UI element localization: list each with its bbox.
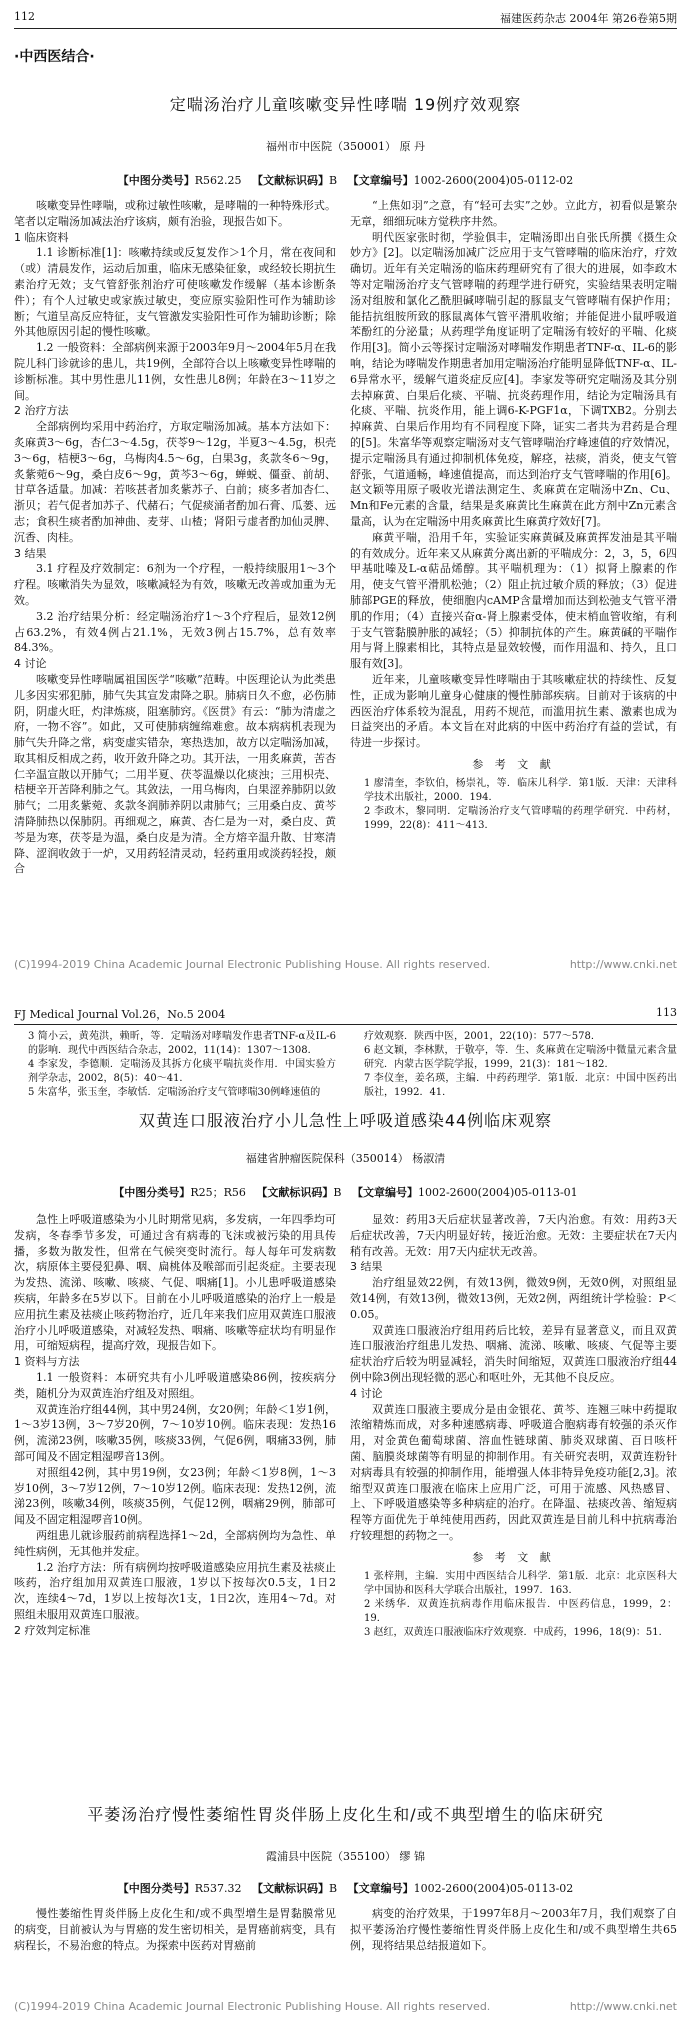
references-heading: 参 考 文 献	[472, 757, 555, 771]
body-paragraph: 慢性萎缩性胃炎伴肠上皮化生和/或不典型增生是胃黏膜常见的病变，目前被认为与胃癌的发生密切相关，是胃癌前病变，具有病程长，不易治愈的特点。为探索中医药对胃癌前	[14, 1907, 336, 1952]
body-paragraph: 麻黄平喘，沿用千年，实验证实麻黄碱及麻黄挥发油是其平喘的有效成分。近年来又从麻黄分离出新的平喘成分：2，3，5，6四甲基吡嗪及L-α萜品烯醇。其平喘机理为：（1）拟肾上腺素的作用，使支气管平滑肌松弛；（2）阻止抗过敏介质的释放；（3）促进肺部PGE的释放，使细胞内cAMP含量增加而达到松弛支气管平滑肌的作用；（4）直接兴奋α-肾上腺素受体，使末梢血管收缩，有利于支气管黏膜肿胀的减轻；（5）抑制抗体的产生。麻黄碱的平喘作用与肾上腺素相比，其特点是显效较慢，而作用温和、持久，且口服有效[3]。	[350, 530, 677, 671]
section-heading: 4 讨论	[350, 1386, 383, 1400]
reference-item: 3 简小云，黄苑洪，赖昕，等．定喘汤对哮喘发作患者TNF-α及IL-6的影响．现代中西医结合杂志，2002，11(14)：1307～1308．	[28, 1031, 336, 1056]
article3-right-column	[350, 1906, 677, 1990]
body-paragraph: 双黄连口服液治疗组用药后比较，差异有显著意义，而且双黄连口服液治疗组患儿发热、咽痛、流涕、咳嗽、咳痰、气促等主要症状治疗后较为明显减轻，消失时间缩短，双黄连口服液治疗组44例中除3例出现轻微的恶心和呕吐外，无其他不良反应。	[350, 1323, 677, 1384]
article3-meta	[0, 1880, 691, 1896]
body-paragraph: 1.1 诊断标准[1]：咳嗽持续或反复发作＞1个月，常在夜间和（或）清晨发作，运动后加重，临床无感染征象，或经较长期抗生素治疗无效；支气管舒张剂治疗可使咳嗽发作缓解（基本诊断条件）；有个人过敏史或家族过敏史，变应原实验阳性可作为辅助诊断；气道呈高反应特征，支气管激发实验阳性可作为辅助诊断；除外其他原因引起的慢性咳嗽。	[14, 246, 336, 339]
journal-page-113	[0, 990, 691, 2022]
body-paragraph: 咳嗽变异性哮喘属祖国医学“咳嗽”范畴。中医理论认为此类患儿多因实邪犯肺，肺气失其宣发肃降之职。肺病日久不愈，必伤肺阴，阴虚火旺，灼津炼痰，阻塞肺窍。《医贯》有云：“肺为清虚之府，一物不容”。如此，又可使肺病缠绵难愈。故本病病机表现为肺气失升降之常，病变虚实错杂，寒热迭加，故方以定喘汤加减，取其相反相成之药，收开敛升降之功。其开法，一用炙麻黄，苦杏仁辛温宣散以开肺气；二用半夏、茯苓温燥以化痰浊；三用枳壳、桔梗辛开苦降利肺之气。其敛法，一用乌梅肉，白果涩养肺阴以敛肺气；二用炙紫菀、炙款冬润肺养阴以肃肺气；三用桑白皮、黄芩清降肺热以保肺阴。再细观之，麻黄、杏仁是为一对，桑白皮、黄芩是为寒，茯苓是为温，桑白皮是为清。全方熔辛温升散、甘寒清降、涩润收敛于一炉，又用药轻清灵动，轻药重用或淡药轻投，颇合	[14, 672, 336, 876]
journal-issue: FJ Medical Journal Vol.26，No.5 2004	[14, 1008, 226, 1021]
doc-label: 【文献标识码】	[251, 1882, 329, 1895]
section-heading: 3 结果	[14, 546, 47, 560]
cls-value: R537.32	[194, 1882, 242, 1895]
section-heading: 2 治疗方法	[14, 404, 69, 418]
doc-value: B	[328, 174, 338, 187]
body-paragraph: 3.2 治疗结果分析：经定喘汤治疗1～3个疗程后，显效12例占63.2%，有效4例占21.1%，无效3例占15.7%，总有效率84.3%。	[14, 609, 336, 655]
doc-label: 【文献标识码】	[256, 1186, 334, 1199]
reference-item: 4 李家发，李德顺．定喘汤及其拆方化痰平喘抗炎作用．中国实验方剂学杂志，2002，8(5)：40～41．	[28, 1059, 336, 1084]
doc-value: B	[328, 1882, 338, 1895]
body-paragraph: 双黄连治疗组44例，其中男24例，女20例；年龄＜1岁1例，1～3岁13例，3～7岁20例，7～10岁10例。临床表现：发热16例，流涕23例，咳嗽35例，咳痰33例，气促6例，咽痛33例，肺部可闻及不固定粗湿啰音13例。	[14, 1402, 336, 1463]
reference-item: 5 朱富华，张玉奎，李敏恬．定喘汤治疗支气管哮喘30例峰速值的	[28, 1087, 321, 1098]
body-paragraph: 双黄连口服液主要成分是由金银花、黄芩、连翘三味中药提取浓缩精炼而成，对多种速感病毒、呼吸道合胞病毒有较强的杀灭作用，对金黄色葡萄球菌、溶血性链球菌、肺炎双球菌、百日咳杆菌、脑膜炎球菌等有明显的抑制作用。有关研究表明，双黄连粉针对病毒具有较强的抑制作用，能增强人体非特异免疫功能[2,3]。浓缩型双黄连口服液在临床上应用广泛，可用于流感、风热感冒、上、下呼吸道感染等多种病症的治疗。在降温、祛痰改善、缩短病程等方面优先于单纯使用西药，因此双黄连是目前儿科中抗病毒治疗较理想的药物之一。	[350, 1402, 677, 1542]
copyright-footer	[14, 2000, 677, 2013]
body-paragraph: 显效：药用3天后症状显著改善，7天内治愈。有效：用药3天后症状改善，7天内明显好转，接近治愈。无效：主要症状在7天内稍有改善。无效：用7天内症状无改善。	[350, 1213, 677, 1258]
article2-meta	[0, 1184, 691, 1200]
references-heading: 参 考 文 献	[472, 1550, 555, 1564]
id-label: 【文章编号】	[351, 1186, 418, 1199]
body-paragraph: 近年来，儿童咳嗽变异性哮喘由于其咳嗽症状的持续性、反复性，正成为影响儿童身心健康的慢性肺部疾病。目前对于该病的中西医治疗体系较为混乱，用药不规范，而滥用抗生素、激素也成为日益突出的矛盾。本文旨在对此病的中医中药治疗有益的尝试，有待进一步探讨。	[350, 672, 677, 750]
copyright-text: (C)1994-2019 China Academic Journal Electronic Publishing House. All rights reserved.	[14, 958, 491, 971]
id-label: 【文章编号】	[347, 174, 414, 187]
section-heading: 4 讨论	[14, 657, 47, 671]
body-paragraph: 治疗组显效22例，有效13例，微效9例，无效0例，对照组显效14例，有效13例，微效13例，无效2例，两组统计学检验：P＜0.05。	[350, 1276, 677, 1321]
cls-value: R25；R56	[190, 1186, 246, 1199]
cls-value: R562.25	[194, 174, 242, 187]
body-paragraph: 1.1 一般资料：本研究共有小儿呼吸道感染86例，按疾病分类，随机分为双黄连治疗组及对照组。	[14, 1370, 336, 1400]
continued-references-right	[350, 1030, 677, 1098]
continued-references-left	[14, 1030, 336, 1098]
header-rule	[14, 1024, 677, 1025]
cnki-link[interactable]: http://www.cnki.net	[569, 958, 677, 971]
article-affiliation: 福州市中医院（350001） 原 丹	[266, 140, 425, 153]
page-number: 113	[656, 1006, 677, 1019]
section-heading: 2 疗效判定标准	[14, 1623, 91, 1637]
cls-label: 【中图分类号】	[117, 1882, 195, 1895]
id-value: 1002-2600(2004)05-0113-02	[413, 1882, 574, 1895]
section-heading: 3 结果	[350, 1260, 383, 1274]
article-title: 定喘汤治疗儿童咳嗽变异性哮喘 19例疗效观察	[169, 95, 522, 114]
id-value: 1002-2600(2004)05-0112-02	[413, 174, 574, 187]
reference-item: 1 张梓荆，主编．实用中西医结合儿科学．第1版．北京：北京医科大学中国协和医科大学联合出版社，1997．163．	[364, 1570, 677, 1596]
body-paragraph: 全部病例均采用中药治疗，方取定喘汤加减。基本方法如下：炙麻黄3～6g，杏仁3～4.5g，茯苓9～12g，半夏3～4.5g，枳壳3～6g，桔梗3～6g，乌梅肉4.5～6g，白果3g，炙款冬6～9g，炙紫菀6～9g，桑白皮6～9g，黄芩3～6g，蝉蜕、僵蚕、前胡、甘草各适量。加减：若咳甚者加炙紫苏子、白前；痰多者加杏仁、浙贝；若气促者加苏子、代赭石；气促痰涌者酌加石膏、瓜蒌、远志；食积生痰者酌加神曲、麦芽、山楂；肾阳亏虚者酌加仙灵脾、沉香、肉桂。	[14, 420, 336, 544]
section-tag: ·中西医结合·	[14, 49, 95, 65]
reference-item: 疗效观察．陕西中医，2001，22(10)：577～578．	[364, 1031, 601, 1042]
section-heading: 1 资料与方法	[14, 1355, 80, 1369]
doc-label: 【文献标识码】	[251, 174, 329, 187]
journal-page-112	[0, 0, 691, 990]
article3-title: 平萎汤治疗慢性萎缩性胃炎伴肠上皮化生和/或不典型增生的临床研究	[87, 1805, 604, 1824]
article2-left-column	[14, 1212, 336, 1707]
reference-item: 1 廖清奎，李钦伯，杨崇礼，等．临床儿科学．第1版．天津：天津科学技术出版社，2000．194．	[364, 777, 677, 803]
article3-affiliation: 霞浦县中医院（355100） 缪 锦	[266, 1850, 425, 1863]
id-label: 【文章编号】	[347, 1882, 414, 1895]
body-paragraph: 咳嗽变异性哮喘，或称过敏性咳嗽，是哮喘的一种特殊形式。笔者以定喘汤加减法治疗该病，颇有治验，现报告如下。	[14, 199, 336, 228]
article2-affiliation: 福建省肿瘤医院保科（350014） 杨淑清	[245, 1152, 446, 1165]
body-paragraph: 1.2 治疗方法：所有病例均按呼吸道感染应用抗生素及祛痰止咳药，治疗组加用双黄连口服液，1岁以下按每次0.5支，1日2次，连续4～7d，1岁以上按每次1支，1日2次，连用4～7d。对照组未服用双黄连口服液。	[14, 1560, 336, 1621]
reference-item: 7 李仪奎，姜名瑛，主编．中药药理学．第1版．北京：中国中医药出版社，1992．41．	[364, 1073, 677, 1098]
body-paragraph: “上焦如羽”之意，有“轻可去实”之妙。立此方，初看似是繁杂无章，细细玩味方觉秩序井然。	[350, 199, 677, 228]
copyright-footer	[14, 958, 677, 971]
article2-right-column	[350, 1212, 677, 1707]
id-value: 1002-2600(2004)05-0113-01	[417, 1186, 578, 1199]
body-paragraph: 急性上呼吸道感染为小儿时期常见病，多发病，一年四季均可发病，冬春季节多发，可通过含有病毒的飞沫或被污染的用具传播，多数为散发性，但常在气候突变时流行。每人每年可发病数次，病原体主要侵犯鼻、咽、扁桃体及喉部而引起炎症。主要表现为发热、流涕、咳嗽、咳痰、气促、咽痛[1]。小儿患呼吸道感染疾病，年龄多在5岁以下。目前在小儿呼吸道感染的治疗上一般是应用抗生素及祛痰止咳药物治疗，近几年来我们应用双黄连口服液治疗小儿呼吸道感染，对减轻发热、咽痛、咳嗽等症状均有明显作用，可缩短病程，提高疗效，现报告如下。	[14, 1213, 336, 1353]
body-paragraph: 3.1 疗程及疗效制定：6剂为一个疗程，一般持续服用1～3个疗程。咳嗽消失为显效，咳嗽减轻为有效，咳嗽无改善或加重为无效。	[14, 562, 336, 607]
article-meta	[0, 172, 691, 188]
body-paragraph: 对照组42例，其中男19例，女23例；年龄＜1岁8例，1～3岁10例，3～7岁12例，7～10岁12例。临床表现：发热12例，流涕23例，咳嗽34例，咳痰35例，气促12例，咽痛29例，肺部可闻及不固定粗湿啰音10例。	[14, 1465, 336, 1527]
cls-label: 【中图分类号】	[117, 174, 195, 187]
section-heading: 1 临床资料	[14, 230, 69, 244]
article2-title: 双黄连口服液治疗小儿急性上呼吸道感染44例临床观察	[138, 1111, 553, 1130]
copyright-text: (C)1994-2019 China Academic Journal Electronic Publishing House. All rights reserved.	[14, 2000, 491, 2013]
reference-item: 2 米绣华．双黄连抗病毒作用临床报告．中医药信息，1999，2：19．	[364, 1598, 677, 1624]
header-rule	[14, 28, 677, 29]
reference-item: 3 赵红，双黄连口服液临床疗效观察．中成药，1996，18(9)：51．	[364, 1626, 669, 1638]
cls-label: 【中图分类号】	[113, 1186, 191, 1199]
body-paragraph: 两组患儿就诊服药前病程选择1～2d，全部病例均为急性、单纯性病例，无其他并发症。	[14, 1528, 336, 1558]
reference-item: 6 赵文颖，李林默，于敬亭，等．生、炙麻黄在定喘汤中微量元素含量研究．内蒙古医学院学报，1999，21(3)：181～182．	[364, 1045, 677, 1070]
cnki-link[interactable]: http://www.cnki.net	[569, 2000, 677, 2013]
body-paragraph: 1.2 一般资料：全部病例来源于2003年9月～2004年5月在我院儿科门诊就诊的患儿，共19例，全部符合以上咳嗽变异性哮喘的诊断标准。其中男性患儿11例，女性患儿8例；年龄在3～11岁之间。	[14, 341, 336, 402]
body-paragraph: 病变的治疗效果，于1997年8月～2003年7月，我们观察了自拟平萎汤治疗慢性萎缩性胃炎伴肠上皮化生和/或不典型增生共65例，现将结果总结报道如下。	[350, 1907, 677, 1952]
doc-value: B	[333, 1186, 342, 1199]
left-column	[14, 198, 336, 948]
article3-left-column	[14, 1906, 336, 1990]
right-column	[350, 198, 677, 948]
body-paragraph: 明代医家张时彻，学验俱丰，定喘汤即出自张氏所撰《摄生众妙方》[2]。以定喘汤加减广泛应用于支气管哮喘的临床治疗，疗效确切。近年有关定喘汤的临床药理研究有了很大的进展，如李政木等对定喘汤治疗支气管哮喘的药理学进行研究，实验结果表明定喘汤对组胺和氯化乙酰胆碱哮喘引起的豚鼠支气管哮喘有保护作用；能拮抗组胺所致的豚鼠离体气管平滑肌收缩；并能促进小鼠呼吸道苯酚红的分泌量；从药理学角度证明了定喘汤有较好的平喘、化痰作用[3]。简小云等探讨定喘汤对哮喘发作期患者TNF-α、IL-6的影响，结论为哮喘发作期患者加用定喘汤治疗能明显降低TNF-α、IL-6异常水平，缓解气道炎症反应[4]。李家发等研究定喘汤及其分别去掉麻黄、白果后化痰、平喘、抗炎药理作用，结论为定喘汤具有化痰、平喘、抗炎作用，能上调6-K-PGF1α，下调TXB2。分别去掉麻黄、白果后作用均有不同程度下降，证实二者共为君药是合理的[5]。朱富华等观察定喘汤对支气管哮喘治疗峰速值的疗效情况，提示定喘汤具有通过抑制机体免疫，解痉，祛痰，消炎，使支气管舒张，气道通畅，峰速值提高，而达到治疗支气管哮喘的作用[6]。赵文颖等用原子吸收光谱法测定生、炙麻黄在定喘汤中Zn、Cu、Mn和Fe元素的含量，结果是炙麻黄比生麻黄在此方剂中Zn元素含量高，认为在定喘汤中用炙麻黄比生麻黄疗效好[7]。	[350, 230, 677, 528]
journal-issue: 福建医药杂志 2004年 第26卷第5期	[500, 12, 677, 25]
page-number: 112	[14, 10, 35, 23]
reference-item: 2 李政木，黎同明．定喘汤治疗支气管哮喘的药理学研究．中药材，1999，22(8)：411～413．	[364, 805, 677, 831]
